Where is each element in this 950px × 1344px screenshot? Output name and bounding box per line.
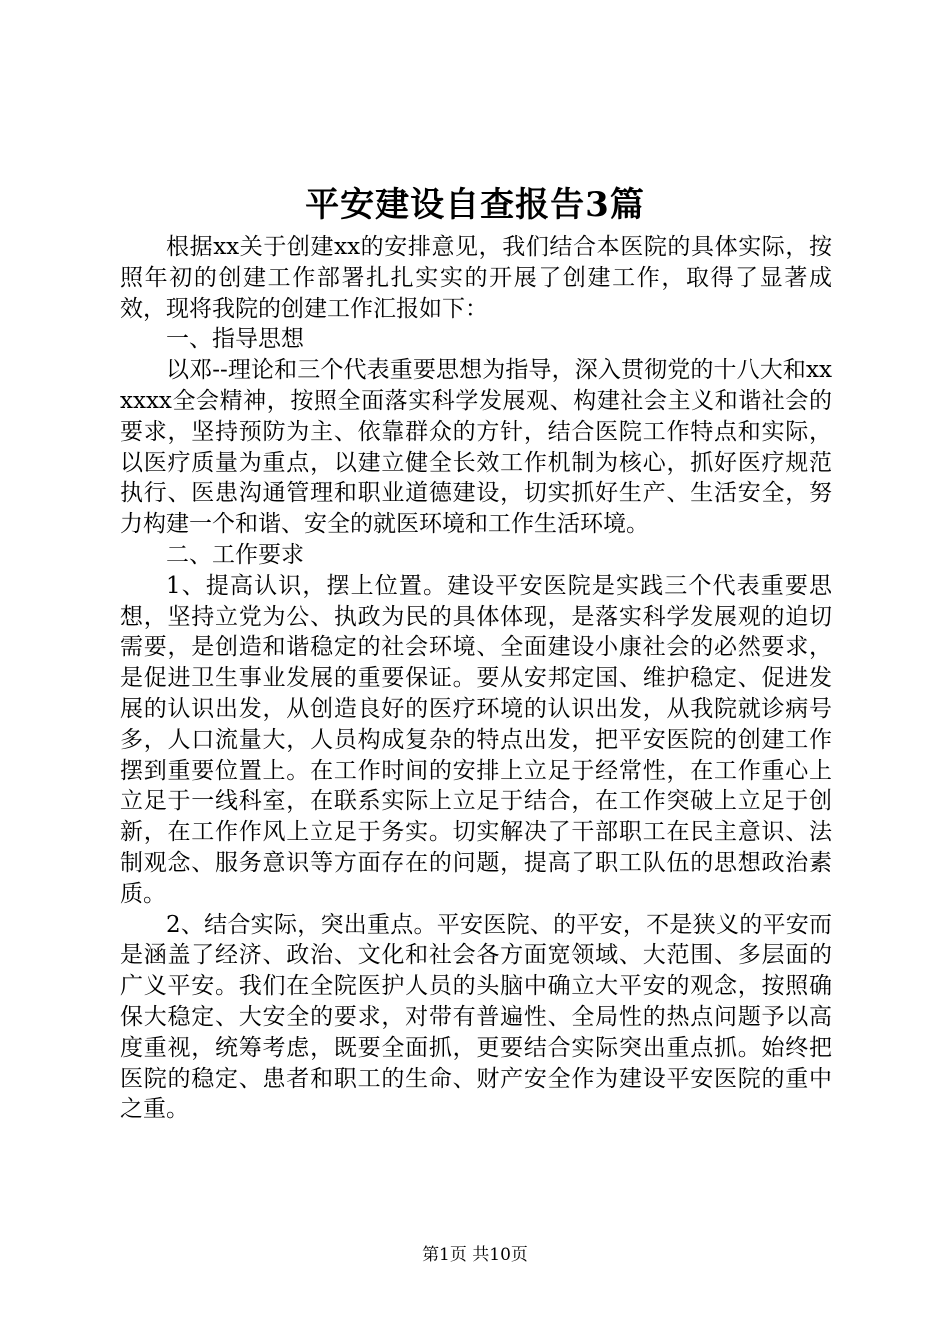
document-title: 平安建设自查报告3篇 <box>305 185 645 225</box>
paragraph-requirement-2: 2、结合实际，突出重点。平安医院、的平安，不是狭义的平安而是涵盖了经济、政治、文化和社会各方面宽领域、大范围、多层面的广义平安。我们在全院医护人员的头脑中确立大平安的观念，按照确保大稳定、大安全的要求，对带有普遍性、全局性的热点问题予以高度重视，统筹考虑，既要全面抓，更要结合实际突出重点抓。始终把医院的稳定、患者和职工的生命、财产安全作为建设平安医院的重中之重。 <box>120 911 832 1123</box>
section-heading-work-requirements: 二、工作要求 <box>166 541 304 568</box>
section-heading-guiding-ideology: 一、指导思想 <box>166 326 304 353</box>
paragraph-guiding-ideology: 以邓--理论和三个代表重要思想为指导，深入贯彻党的十八大和xxxxxx全会精神，按照全面落实科学发展观、构建社会主义和谐社会的要求，坚持预防为主、依靠群众的方针，结合医院工作特点和实际，以医疗质量为重点，以建立健全长效工作机制为核心，抓好医疗规范执行、医患沟通管理和职业道德建设，切实抓好生产、生活安全，努力构建一个和谐、安全的就医环境和工作生活环境。 <box>120 357 832 538</box>
document-body <box>120 232 832 1125</box>
paragraph-intro: 根据xx关于创建xx的安排意见，我们结合本医院的具体实际，按照年初的创建工作部署扎扎实实的开展了创建工作，取得了显著成效，现将我院的创建工作汇报如下： <box>120 234 832 322</box>
page-number-footer: 第1页 共10页 <box>422 1245 528 1265</box>
paragraph-requirement-1: 1、提高认识，摆上位置。建设平安医院是实践三个代表重要思想，坚持立党为公、执政为民的具体体现，是落实科学发展观的迫切需要，是创造和谐稳定的社会环境、全面建设小康社会的必然要求，是促进卫生事业发展的重要保证。要从安邦定国、维护稳定、促进发展的认识出发，从创造良好的医疗环境的认识出发，从我院就诊病号多，人口流量大，人员构成复杂的特点出发，把平安医院的创建工作摆到重要位置上。在工作时间的安排上立足于经常性，在工作重心上立足于一线科室，在联系实际上立足于结合，在工作突破上立足于创新，在工作作风上立足于务实。切实解决了干部职工在民主意识、法制观念、服务意识等方面存在的问题，提高了职工队伍的思想政治素质。 <box>120 572 832 907</box>
